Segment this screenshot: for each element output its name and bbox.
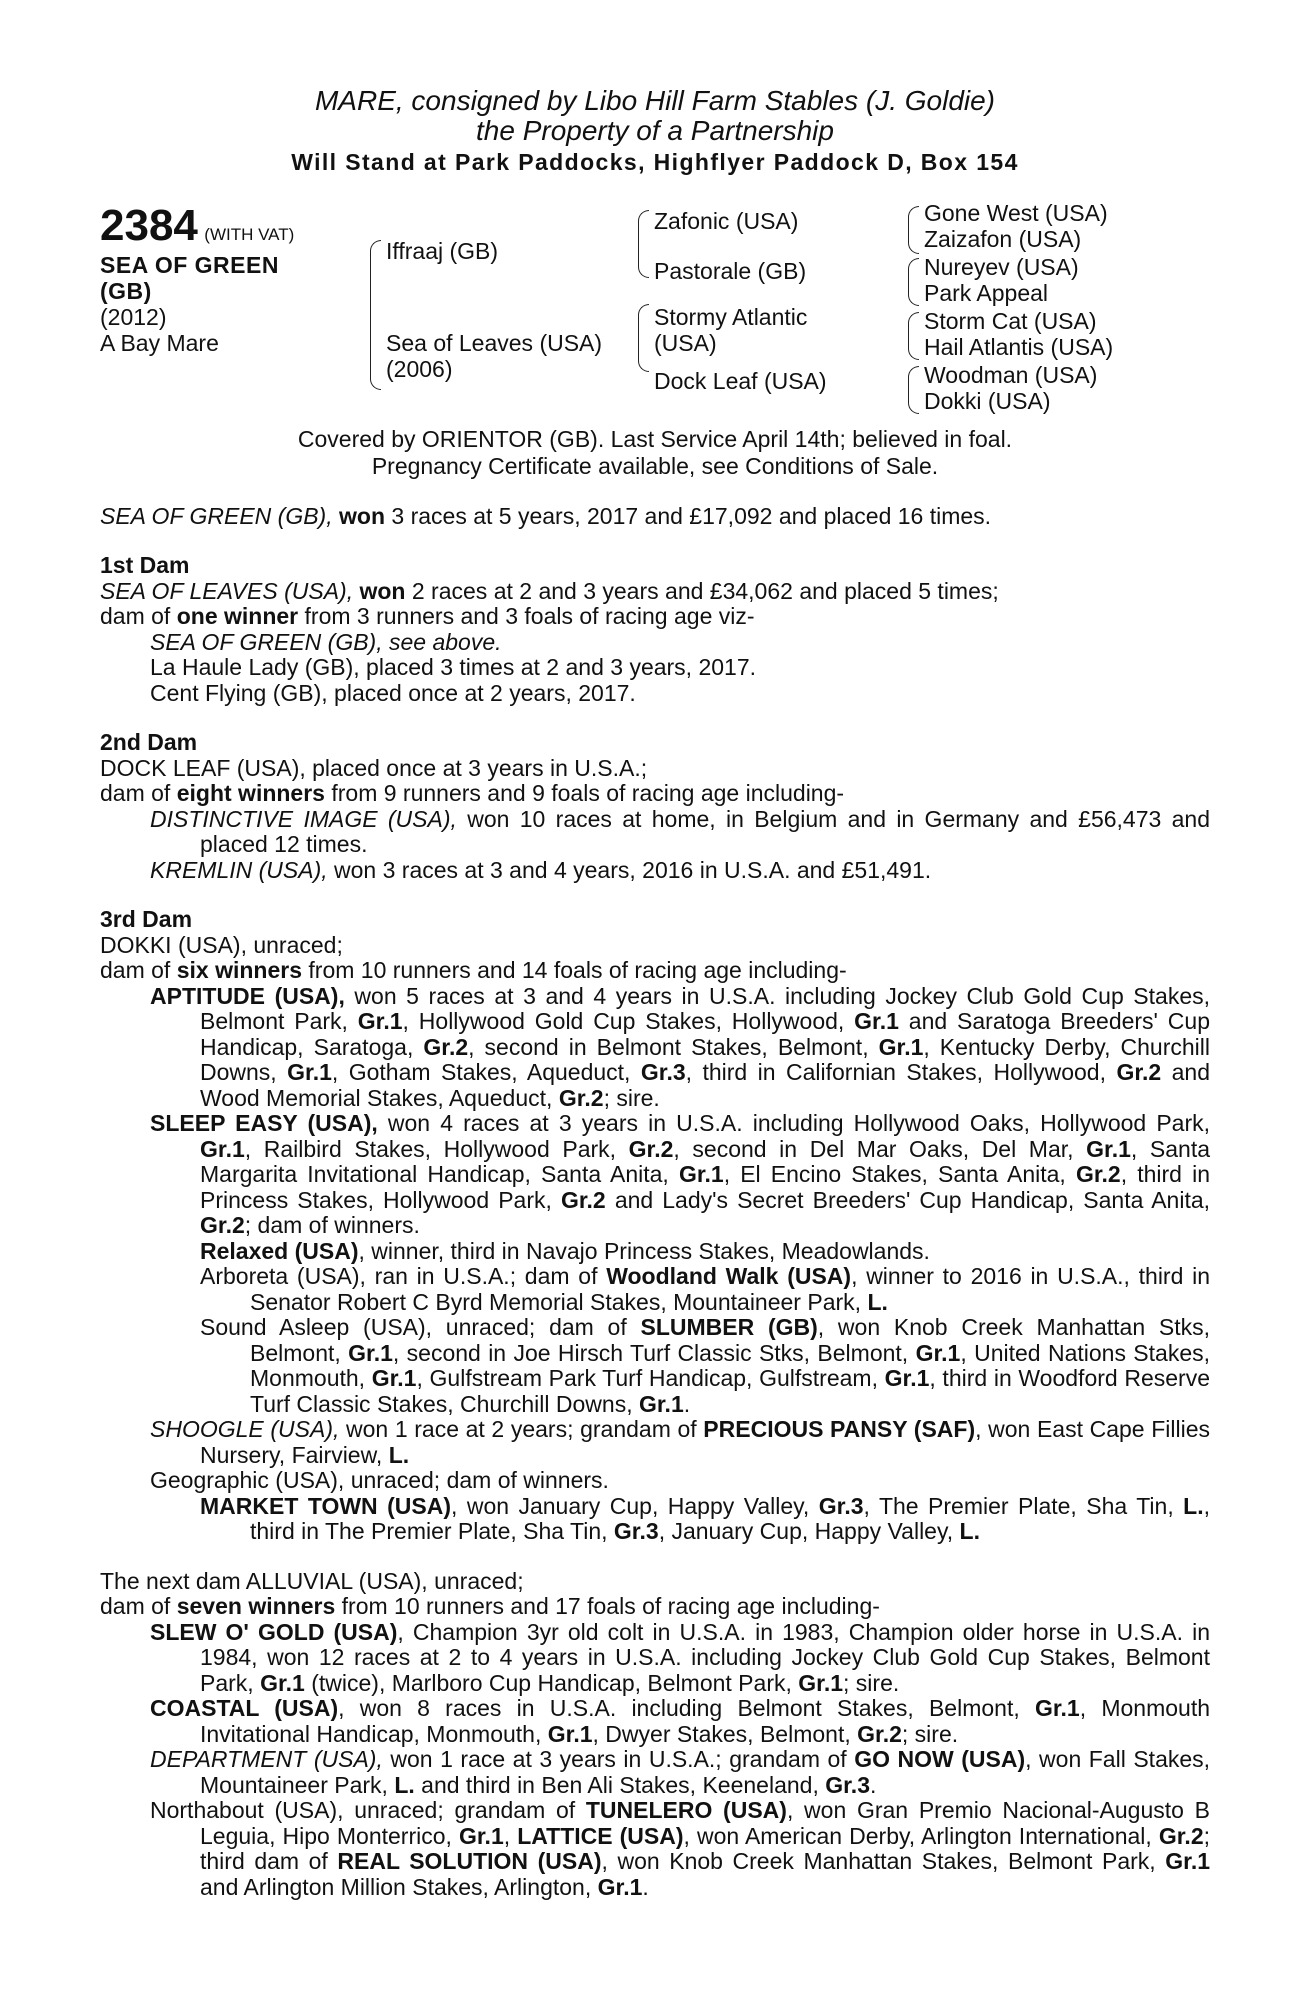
second-dam-offspring: DISTINCTIVE IMAGE (USA), won 10 races at home, in Belgium and in Germany and £56,473 and placed 12 times. bbox=[150, 805, 1210, 857]
pedigree-dds: Woodman (USA) bbox=[924, 361, 1098, 388]
third-dam-offspring: Geographic (USA), unraced; dam of winners. bbox=[150, 1467, 609, 1493]
pedigree-brace bbox=[638, 304, 649, 372]
property-line: the Property of a Partnership bbox=[476, 115, 834, 146]
second-dam-offspring: KREMLIN (USA), won 3 races at 3 and 4 years, 2016 in U.S.A. and £51,491. bbox=[150, 856, 932, 883]
pedigree-dam-dam: Dock Leaf (USA) bbox=[654, 367, 827, 394]
lot-vat: (WITH VAT) bbox=[204, 224, 295, 244]
pedigree-brace bbox=[638, 210, 649, 278]
horse-description: A Bay Mare bbox=[100, 329, 219, 356]
pedigree-dam-sire: Stormy Atlantic bbox=[654, 303, 808, 330]
first-dam-produce: dam of one winner from 3 runners and 3 foals of racing age viz- bbox=[100, 603, 755, 629]
covered-note: Covered by ORIENTOR (GB). Last Service April 14th; believed in foal. bbox=[297, 425, 1013, 452]
summary-line: SEA OF GREEN (GB), won 3 races at 5 years, 2017 and £17,092 and placed 16 times. bbox=[100, 502, 992, 529]
pedigree-brace bbox=[908, 312, 919, 360]
third-dam-offspring: APTITUDE (USA), won 5 races at 3 and 4 years in U.S.A. including Jockey Club Gold Cup Stakes, Belmont Park, Gr.1, Hollywood Gold Cup Stakes, Hollywood, Gr.1 and Saratoga Breeders' Cup Handicap, Saratoga, Gr.2, second in Belmont Stakes, Belmont, Gr.1, Kentucky Derby, Churchill Downs, Gr.1, Gotham Stakes, Aqueduct, Gr.3, third in Californian Stakes, Hollywood, Gr.2 and Wood Memorial Stakes, Aqueduct, Gr.2; sire. bbox=[150, 982, 1211, 1111]
pedigree-block bbox=[100, 200, 1210, 425]
first-dam-record: SEA OF LEAVES (USA), won 2 races at 2 and 3 years and £34,062 and placed 5 times; bbox=[100, 577, 999, 604]
horse-year: (2012) bbox=[100, 303, 167, 330]
pedigree-dam-sire-country: (USA) bbox=[654, 329, 717, 356]
next-dam-offspring: DEPARTMENT (USA), won 1 race at 3 years in U.S.A.; grandam of GO NOW (USA), won Fall Stakes, Mountaineer Park, L. and third in Ben Ali Stakes, Keeneland, Gr.3. bbox=[150, 1746, 1211, 1798]
pregnancy-note: Pregnancy Certificate available, see Conditions of Sale. bbox=[371, 453, 939, 479]
third-dam-offspring: SHOOGLE (USA), won 1 race at 2 years; grandam of PRECIOUS PANSY (SAF), won East Cape Fillies Nursery, Fairview, L. bbox=[150, 1416, 1210, 1468]
horse-country: (GB) bbox=[100, 277, 152, 304]
third-dam-granddaughter: Arboreta (USA), ran in U.S.A.; dam of Woodland Walk (USA), winner to 2016 in U.S.A., third in Senator Robert C Byrd Memorial Stakes, Mountaineer Park, L. bbox=[200, 1263, 1211, 1315]
pedigree-dsd: Hail Atlantis (USA) bbox=[924, 333, 1114, 360]
pedigree-brace bbox=[908, 258, 919, 306]
pedigree-ssd: Zaizafon (USA) bbox=[924, 225, 1082, 252]
next-dam-produce: dam of seven winners from 10 runners and 17 foals of racing age including- bbox=[100, 1593, 880, 1619]
pedigree-dss: Storm Cat (USA) bbox=[924, 307, 1097, 334]
first-dam-offspring: La Haule Lady (GB), placed 3 times at 2 and 3 years, 2017. bbox=[150, 654, 757, 680]
pedigree-brace bbox=[370, 240, 381, 390]
third-dam-record: DOKKI (USA), unraced; bbox=[100, 931, 343, 958]
pedigree-dam-year: (2006) bbox=[386, 355, 453, 382]
third-dam-granddaughter: Sound Asleep (USA), unraced; dam of SLUMBER (GB), won Knob Creek Manhattan Stks, Belmont, Gr.1, second in Joe Hirsch Turf Classic Stks, Belmont, Gr.1, United Nations Stakes, Monmouth, Gr.1, Gulfstream Park Turf Handicap, Gulfstream, Gr.1, third in Woodford Reserve Turf Classic Stakes, Churchill Downs, Gr.1. bbox=[200, 1314, 1211, 1417]
catalogue-page bbox=[100, 86, 1210, 1900]
second-dam-produce: dam of eight winners from 9 runners and 9 foals of racing age including- bbox=[100, 780, 845, 806]
stand-location: Will Stand at Park Paddocks, Highflyer Paddock D, Box 154 bbox=[291, 149, 1019, 175]
second-dam-heading: 2nd Dam bbox=[100, 729, 198, 755]
first-dam-offspring: Cent Flying (GB), placed once at 2 years, 2017. bbox=[150, 679, 636, 706]
next-dam-offspring: SLEW O' GOLD (USA), Champion 3yr old colt in U.S.A. in 1983, Champion older horse in U.S.A. in 1984, won 12 races at 2 to 4 years in U.S.A. including Jockey Club Gold Cup Stakes, Belmont Park, Gr.1 (twice), Marlboro Cup Handicap, Belmont Park, Gr.1; sire. bbox=[150, 1618, 1210, 1696]
pedigree-sds: Nureyev (USA) bbox=[924, 253, 1079, 280]
horse-name: SEA OF GREEN bbox=[100, 251, 279, 278]
first-dam-offspring: SEA OF GREEN (GB), see above. bbox=[150, 628, 502, 655]
next-dam-offspring: Northabout (USA), unraced; grandam of TUNELERO (USA), won Gran Premio Nacional-Augusto B Leguia, Hipo Monterrico, Gr.1, LATTICE (USA), won American Derby, Arlington International, Gr.2; third dam of REAL SOLUTION (USA), won Knob Creek Manhattan Stakes, Belmont Park, Gr.1 and Arlington Million Stakes, Arlington, Gr.1. bbox=[150, 1797, 1211, 1900]
third-dam-granddaughter: MARKET TOWN (USA), won January Cup, Happy Valley, Gr.3, The Premier Plate, Sha Tin, L., third in The Premier Plate, Sha Tin, Gr.3, January Cup, Happy Valley, L. bbox=[200, 1492, 1211, 1544]
pedigree-brace bbox=[908, 206, 919, 254]
third-dam-produce: dam of six winners from 10 runners and 14 foals of racing age including- bbox=[100, 957, 847, 983]
pedigree-sdd: Park Appeal bbox=[924, 279, 1049, 306]
third-dam-granddaughter: Relaxed (USA), winner, third in Navajo Princess Stakes, Meadowlands. bbox=[200, 1237, 930, 1264]
pedigree-dam: Sea of Leaves (USA) bbox=[386, 329, 603, 356]
next-dam-record: The next dam ALLUVIAL (USA), unraced; bbox=[100, 1567, 524, 1594]
pedigree-sire-dam: Pastorale (GB) bbox=[654, 257, 807, 284]
third-dam-heading: 3rd Dam bbox=[100, 906, 193, 932]
pedigree-ddd: Dokki (USA) bbox=[924, 387, 1051, 414]
second-dam-record: DOCK LEAF (USA), placed once at 3 years in U.S.A.; bbox=[100, 754, 648, 781]
lot-number: 2384 bbox=[100, 200, 198, 250]
consignor-line: MARE, consigned by Libo Hill Farm Stables (J. Goldie) bbox=[314, 85, 996, 116]
next-dam-offspring: COASTAL (USA), won 8 races in U.S.A. including Belmont Stakes, Belmont, Gr.1, Monmouth Invitational Handicap, Monmouth, Gr.1, Dwyer Stakes, Belmont, Gr.2; sire. bbox=[150, 1695, 1211, 1747]
third-dam-offspring: SLEEP EASY (USA), won 4 races at 3 years in U.S.A. including Hollywood Oaks, Hollywood Park, Gr.1, Railbird Stakes, Hollywood Park, Gr.2, second in Del Mar Oaks, Del Mar, Gr.1, Santa Margarita Invitational Handicap, Santa Anita, Gr.1, El Encino Stakes, Santa Anita, Gr.2, third in Princess Stakes, Hollywood Park, Gr.2 and Lady's Secret Breeders' Cup Handicap, Santa Anita, Gr.2; dam of winners. bbox=[150, 1110, 1211, 1238]
pedigree-brace bbox=[908, 366, 919, 414]
first-dam-heading: 1st Dam bbox=[100, 552, 190, 578]
pedigree-sire: Iffraaj (GB) bbox=[386, 237, 499, 264]
pedigree-sss: Gone West (USA) bbox=[924, 199, 1108, 226]
lot-number-line bbox=[100, 200, 295, 250]
pedigree-sire-sire: Zafonic (USA) bbox=[654, 207, 799, 234]
